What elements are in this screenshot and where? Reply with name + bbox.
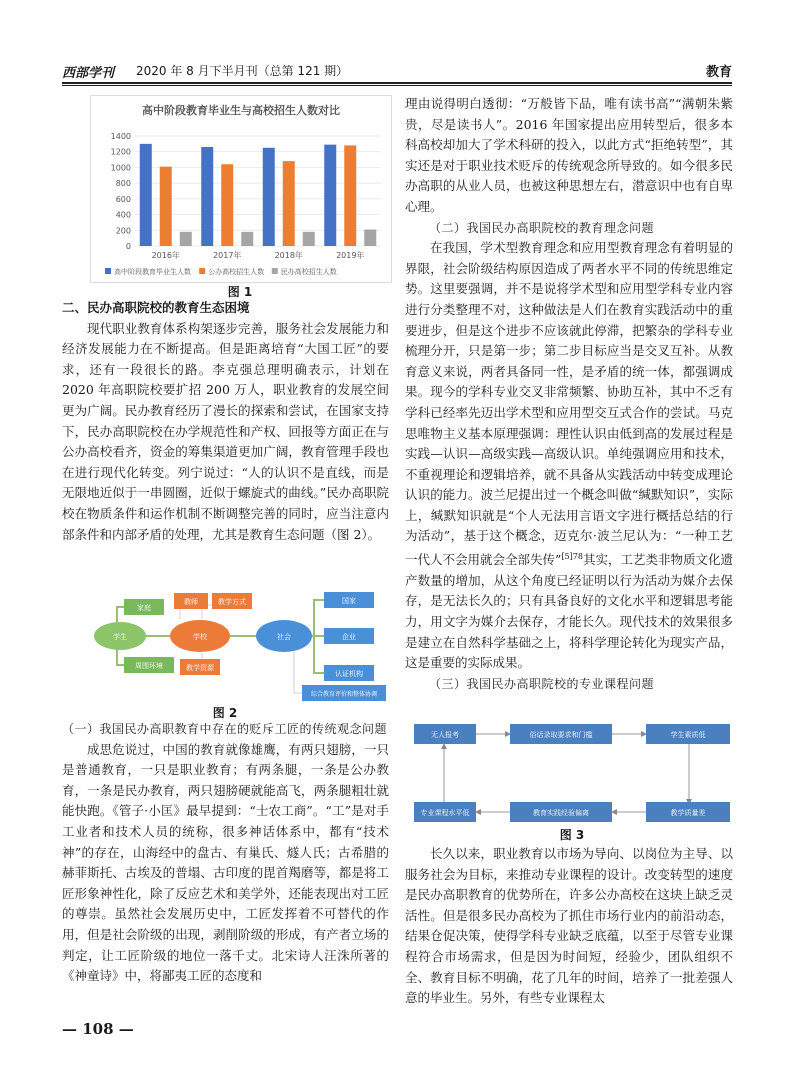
y-tick-label: 1200 [110,147,131,157]
legend-label: 民办高校招生人数 [280,268,337,276]
right-column [405,94,733,694]
legend-label: 公办高校招生人数 [208,268,265,276]
curriculum-cycle-svg [414,718,730,828]
box-admission: 俗话录取要求和门槛 [529,731,593,739]
figure-1-chart [90,95,392,283]
bar-1-2018年 [263,148,275,246]
left-paragraph-1: 现代职业教育体系构架逐步完善，服务社会发展能力和经济发展能力在不断提高。但是距离培育“大国工匠”的要求，还有一段很长的路。李克强总理明确表示，计划在 2020 年高职院校要扩招 200 万人，职业教育的发展空间更为广阔。民办教育经历了漫长的探索和尝试，在国家支持下，民办高职院校在办学规范性和产权、回报等方面正在与公办高校看齐，资金的筹集渠道更加广阔，教育管理手段也在进行现代化转变。列宁说过：“人的认识不是直线，而是无限地近似于一串圆圈，近似于螺旋式的曲线。”民办高职院校在物质条件和运作机制不断调整完善的同时，应当注意内部条件和内部矛盾的处理，尤其是教育生态问题（图 2）。 [62,320,389,542]
legend-swatch [105,268,111,274]
issue-info: 2020 年 8 月下半月刊（总第 121 期） [136,64,349,78]
page-number: — 108 — [62,1020,134,1038]
x-tick-label: 2018年 [274,251,303,260]
header-rule-thin [62,85,732,86]
bar-2-2017年 [221,164,233,246]
left-column-lower [62,719,389,987]
box-student-quality: 学生素质低 [670,731,706,739]
figure-3-diagram [414,718,730,828]
node-cert: 认证机构 [335,670,363,678]
bar-2-2019年 [344,145,356,246]
ecology-diagram-svg [62,585,388,703]
bar-3-2016年 [180,232,192,246]
node-env: 周围环境 [135,662,163,670]
y-tick-label: 200 [115,226,131,236]
y-tick-label: 800 [115,179,131,189]
figure-2-diagram [62,585,388,703]
subsection-heading-2: （二）我国民办高职院校的教育理念问题 [429,220,655,235]
citation: [5]78 [561,552,583,562]
x-tick-label: 2016年 [151,251,180,260]
bar-3-2019年 [364,230,376,247]
left-paragraph-2: 成思危说过，中国的教育就像雄鹰，有两只翅膀，一只是普通教育，一只是职业教育；有两条腿，一条是公办教育，一条是民办教育，两只翅膀硬就能高飞，两条腿粗壮就能快跑。《管子·小匡》最早提到：“士农工商”。“工”是对手工业者和技术人员的统称，很多神话体系中，都有“技术神”的存在，山海经中的盘古、有巢氏、燧人氏；古希腊的赫菲斯托、古埃及的普塌、古印度的毘首羯磨等，都是将工匠形象神性化，除了反应艺术和美学外，还能表现出对工匠的尊崇。虽然社会发展历史中，工匠发挥着不可替代的作用，但是社会阶级的出现，剥削阶级的形成，有产者立场的判定，让工匠阶级的地位一落千丈。北宋诗人汪洙所著的《神童诗》中，将鄙夷工匠的态度和 [62,741,389,984]
section-name: 教育 [705,65,732,80]
y-tick-label: 1400 [110,132,131,141]
box-curriculum-level: 专业课程水平低 [420,809,470,817]
bar-1-2019年 [324,145,336,246]
x-tick-label: 2017年 [213,251,242,260]
node-school: 学校 [193,633,207,641]
subsection-heading-1: （一）我国民办高职教育中存在的贬斥工匠的传统观念问题 [62,722,388,736]
right-paragraph-2b: 其实，工艺类非物质文化遗产数量的增加，从这个角度已经证明以行为活动为媒介去保存，是无法长久的；只有具备良好的文化水平和逻辑思考能力，用文字为媒介去保存，才能长久。现代技术的效果很多是建立在自然科学基础之上，将科学理论转化为现实产品，这是重要的实际成果。 [405,552,733,671]
legend-swatch [272,268,278,274]
subsection-heading-3: （三）我国民办高职院校的专业课程问题 [429,676,655,691]
node-industry: 综合教育评价和整体协调 [310,691,378,698]
chart-title: 高中阶段教育毕业生与高校招生人数对比 [142,104,340,117]
right-paragraph-2a: 在我国，学术型教育理念和应用型教育理念有着明显的界限，社会阶级结构原因造成了两者水平不同的传统思维定势。这里要强调，并不是说将学术型和应用型学科专业内容进行分类整理不对，这种做法是人们在教育实践活动中的重要进步，但是这个进步不应该就此停滞，把繁杂的学科专业梳理分开，只是第一步；第二步目标应当是交叉互补。从教育意义来说，两者具备同一性，是矛盾的统一体，都强调成果。现今的学科专业交叉非常频繁、协助互补，其中不乏有学科已经率先迈出学术型和应用型交互式合作的尝试。马克思唯物主义基本原理强调：理性认识由低到高的发展过程是实践—认识—高级实践—高级认识。单纯强调应用和技术，不重视理论和逻辑培养，就不具备从实践活动中转变成理论认识的能力。波兰尼提出过一个概念叫做“缄默知识”，实际上，缄默知识就是“个人无法用言语文字进行概括总结的行为活动”，基于这个概念，迈克尔·波兰尼认为：“一种工艺一代人不会用就会全部失传” [405,240,733,568]
right-paragraph-3: 长久以来，职业教育以市场为导向、以岗位为主导、以服务社会为目标，来推动专业课程的设计。改变转型的速度是民办高职教育的优势所在，许多公办高校在这块上缺乏灵活性。但是很多民办高校为了抓住市场行业内的前沿动态，结果仓促决策，使得学科专业缺乏底蕴，以至于尽管专业课程符合市场需求，但是因为时间短，经验少，团队组织不全、教育目标不明确，花了几年的时间，培养了一批差强人意的毕业生。另外，有些专业课程太 [405,846,733,1006]
running-header [62,60,732,82]
node-student: 学生 [113,633,127,641]
node-enterprise: 企业 [342,633,356,641]
header-rule [62,82,732,84]
y-tick-label: 400 [115,210,131,220]
bar-3-2018年 [303,232,315,246]
figure-3-caption: 图 3 [559,828,585,842]
node-country: 国家 [342,597,356,605]
box-teaching-quality: 教学质量差 [670,809,706,817]
figure-2-caption: 图 2 [212,706,238,720]
node-teaching: 教学方式 [218,598,246,606]
node-teacher: 教师 [184,598,198,606]
bar-3-2017年 [241,232,253,246]
x-tick-label: 2019年 [336,251,365,260]
section-heading-2: 二、民办高职院校的教育生态困境 [62,300,250,315]
bar-chart-svg [91,96,391,282]
bar-2-2016年 [160,167,172,246]
figure-1-caption: 图 1 [227,285,253,299]
y-tick-label: 0 [125,242,131,251]
legend-label: 高中阶段教育毕业生人数 [114,268,191,276]
bar-2-2018年 [283,161,295,246]
box-no-applicants: 无人报考 [431,731,459,739]
bar-1-2016年 [140,144,152,246]
bar-1-2017年 [201,147,213,246]
node-society: 社会 [277,633,291,641]
y-tick-label: 1000 [110,163,131,173]
journal-logo: 西部学刊 [62,66,115,81]
y-tick-label: 600 [115,194,131,204]
box-practice: 教育实践经验偏离 [533,809,589,817]
node-family: 家庭 [137,604,151,612]
right-paragraph-1: 理由说得明白透彻：“万般皆下品，唯有读书高”“满朝朱紫贵，尽是读书人”。2016 年国家提出应用转型后，很多本科高校却加大了学术科研的投入，以此方式“拒绝转型”，其实还是对于职业技术贬斥的传统观念所导致的。如今很多民办高职的从业人员，也被这种思想左右，潜意识中也有自卑心理。 [405,96,733,214]
right-paragraph-2 [405,238,733,674]
node-resource: 教学资源 [186,664,214,672]
left-column [62,298,389,545]
right-column-lower [405,844,733,1009]
legend-swatch [199,268,205,274]
